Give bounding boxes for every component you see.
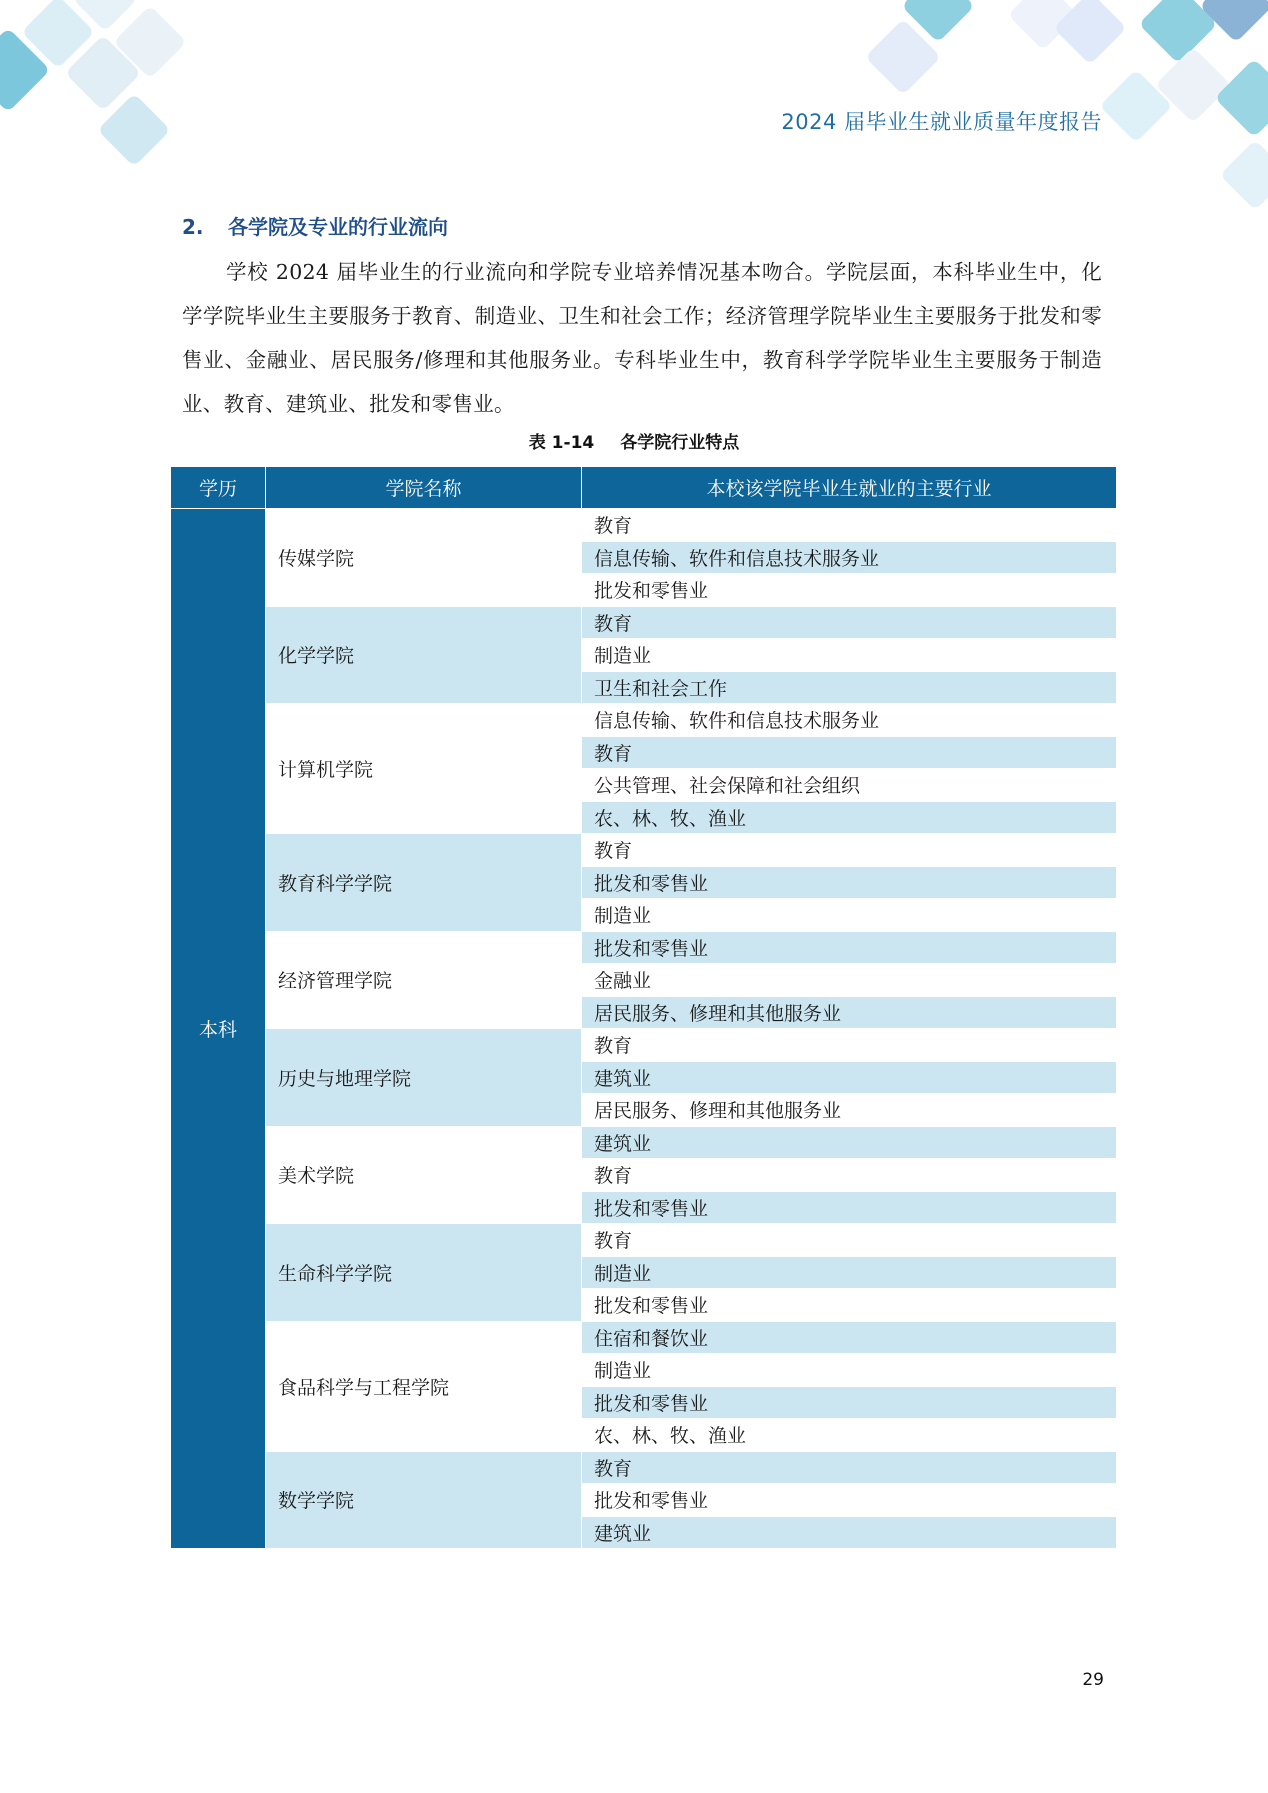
degree-cell: 本科 (171, 509, 266, 1549)
industry-cell: 制造业 (582, 1354, 1117, 1387)
industry-cell: 建筑业 (582, 1126, 1117, 1159)
industry-cell: 农、林、牧、渔业 (582, 801, 1117, 834)
industry-cell: 制造业 (582, 639, 1117, 672)
college-name-cell: 化学学院 (266, 606, 582, 704)
industry-cell: 建筑业 (582, 1516, 1117, 1549)
table-row (171, 1224, 1117, 1257)
table-row (171, 704, 1117, 737)
table-row (171, 1321, 1117, 1354)
industry-cell: 制造业 (582, 1256, 1117, 1289)
body-paragraph: 学校 2024 届毕业生的行业流向和学院专业培养情况基本吻合。学院层面，本科毕业生中，化学学院毕业生主要服务于教育、制造业、卫生和社会工作；经济管理学院毕业生主要服务于批发和零售业、金融业、居民服务/修理和其他服务业。专科毕业生中，教育科学学院毕业生主要服务于制造业、教育、建筑业、批发和零售业。 (182, 260, 1102, 416)
table-row (171, 931, 1117, 964)
table-row (171, 1126, 1117, 1159)
table-row (171, 834, 1117, 867)
industry-cell: 批发和零售业 (582, 1484, 1117, 1517)
header-degree: 学历 (171, 467, 266, 509)
industry-cell: 教育 (582, 1029, 1117, 1062)
industry-cell: 居民服务、修理和其他服务业 (582, 1094, 1117, 1127)
industry-cell: 教育 (582, 1224, 1117, 1257)
running-header: 2024 届毕业生就业质量年度报告 (781, 110, 1102, 134)
industry-cell: 农、林、牧、渔业 (582, 1419, 1117, 1452)
table-row (171, 606, 1117, 639)
college-name-cell: 教育科学学院 (266, 834, 582, 932)
industry-cell: 居民服务、修理和其他服务业 (582, 996, 1117, 1029)
industry-cell: 信息传输、软件和信息技术服务业 (582, 704, 1117, 737)
industry-table (170, 466, 1117, 1549)
industry-cell: 教育 (582, 834, 1117, 867)
college-name-cell: 生命科学学院 (266, 1224, 582, 1322)
industry-cell: 批发和零售业 (582, 1191, 1117, 1224)
table-row (171, 1029, 1117, 1062)
industry-cell: 批发和零售业 (582, 1386, 1117, 1419)
section-title: 各学院及专业的行业流向 (228, 215, 448, 239)
page-number: 29 (1082, 1670, 1104, 1690)
college-name-cell: 数学学院 (266, 1451, 582, 1549)
industry-cell: 教育 (582, 736, 1117, 769)
industry-cell: 批发和零售业 (582, 1289, 1117, 1322)
industry-cell: 教育 (582, 1159, 1117, 1192)
college-name-cell: 计算机学院 (266, 704, 582, 834)
college-name-cell: 经济管理学院 (266, 931, 582, 1029)
header-college: 学院名称 (266, 467, 582, 509)
industry-cell: 教育 (582, 606, 1117, 639)
college-name-cell: 传媒学院 (266, 509, 582, 607)
industry-cell: 批发和零售业 (582, 574, 1117, 607)
industry-cell: 公共管理、社会保障和社会组织 (582, 769, 1117, 802)
industry-cell: 批发和零售业 (582, 931, 1117, 964)
header-industry: 本校该学院毕业生就业的主要行业 (582, 467, 1117, 509)
industry-cell: 批发和零售业 (582, 866, 1117, 899)
industry-cell: 建筑业 (582, 1061, 1117, 1094)
industry-cell: 教育 (582, 1451, 1117, 1484)
college-name-cell: 历史与地理学院 (266, 1029, 582, 1127)
table-header-row (171, 467, 1117, 509)
college-name-cell: 美术学院 (266, 1126, 582, 1224)
table-row (171, 509, 1117, 542)
table-caption-title: 各学院行业特点 (620, 433, 740, 453)
section-number: 2. (182, 215, 204, 239)
industry-cell: 教育 (582, 509, 1117, 542)
table-caption-number: 表 1-14 (528, 433, 595, 453)
table-caption (0, 428, 1268, 453)
industry-cell: 金融业 (582, 964, 1117, 997)
table-body (171, 509, 1117, 1549)
industry-cell: 信息传输、软件和信息技术服务业 (582, 541, 1117, 574)
industry-cell: 卫生和社会工作 (582, 671, 1117, 704)
table-row (171, 1451, 1117, 1484)
college-name-cell: 食品科学与工程学院 (266, 1321, 582, 1451)
industry-cell: 制造业 (582, 899, 1117, 932)
industry-cell: 住宿和餐饮业 (582, 1321, 1117, 1354)
section-heading (182, 211, 448, 240)
